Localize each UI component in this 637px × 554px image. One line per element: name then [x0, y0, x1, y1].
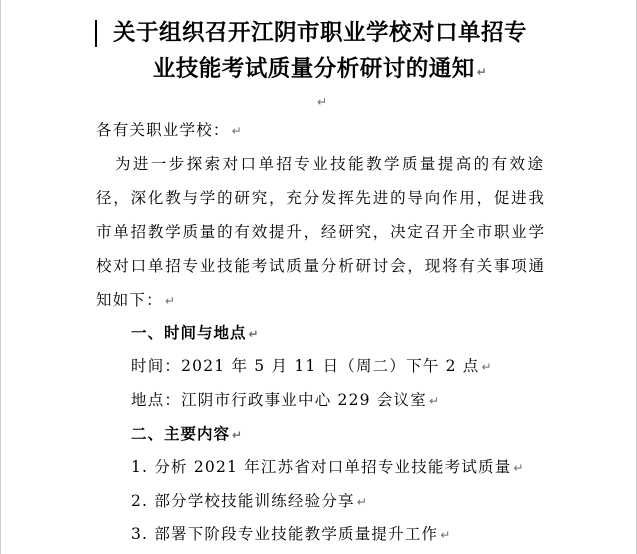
- section-heading-time-place[interactable]: [131, 323, 260, 344]
- meeting-time[interactable]: [131, 356, 493, 377]
- intro-line-text: 知如下：: [96, 291, 163, 309]
- intro-line[interactable]: 校对口单招专业技能考试质量分析研讨会，现将有关事项通: [96, 257, 544, 275]
- content-item[interactable]: [131, 524, 451, 545]
- document-title-line-2[interactable]: [96, 51, 544, 90]
- paragraph-mark-icon: ↵: [232, 428, 244, 442]
- page-edge-left: [0, 0, 1, 554]
- content-item[interactable]: [131, 491, 368, 512]
- intro-line-last[interactable]: [96, 290, 176, 311]
- meeting-place-text: 地点：江阴市行政事业中心 229 会议室: [131, 391, 427, 409]
- content-item-text: 2. 部分学校技能训练经验分享: [131, 492, 355, 510]
- meeting-time-text: 时间：2021 年 5 月 11 日（周二）下午 2 点: [131, 357, 480, 375]
- section-heading-text: 一、时间与地点: [131, 324, 247, 342]
- intro-line[interactable]: 径，深化教与学的研究，充分发挥先进的导向作用，促进我: [96, 189, 544, 207]
- paragraph-mark-icon: ↵: [317, 95, 328, 109]
- paragraph-mark-icon: ↵: [476, 65, 488, 79]
- content-item[interactable]: [131, 457, 525, 478]
- paragraph-mark-icon: ↵: [248, 327, 260, 341]
- paragraph-mark-icon: ↵: [481, 360, 493, 374]
- document-title-line-1[interactable]: [96, 15, 544, 51]
- paragraph-mark-icon: ↵: [356, 495, 368, 509]
- meeting-place[interactable]: [131, 390, 440, 411]
- paragraph-mark-icon: ↵: [513, 461, 525, 475]
- salutation-text: 各有关职业学校：: [96, 121, 230, 139]
- content-item-text: 1. 分析 2021 年江苏省对口单招专业技能考试质量: [131, 458, 512, 476]
- title-line-1-text: 关于组织召开江阴市职业学校对口单招专: [112, 20, 527, 46]
- salutation[interactable]: [96, 120, 243, 141]
- intro-line[interactable]: 为进一步探索对口单招专业技能教学质量提高的有效途: [115, 155, 543, 173]
- paragraph-mark-icon: ↵: [440, 528, 452, 542]
- paragraph-mark-icon: ↵: [428, 394, 441, 408]
- section-heading-text: 二、主要内容: [131, 425, 231, 443]
- paragraph-mark-icon: ↵: [164, 294, 177, 308]
- title-line-2-text: 业技能考试质量分析研讨的通知: [152, 56, 475, 82]
- content-item-text: 3. 部署下阶段专业技能教学质量提升工作: [131, 525, 439, 543]
- intro-line[interactable]: 市单招教学质量的有效提升，经研究，决定召开全市职业学: [96, 223, 544, 241]
- section-heading-main-content[interactable]: [131, 424, 243, 445]
- paragraph-mark-icon: ↵: [231, 124, 243, 138]
